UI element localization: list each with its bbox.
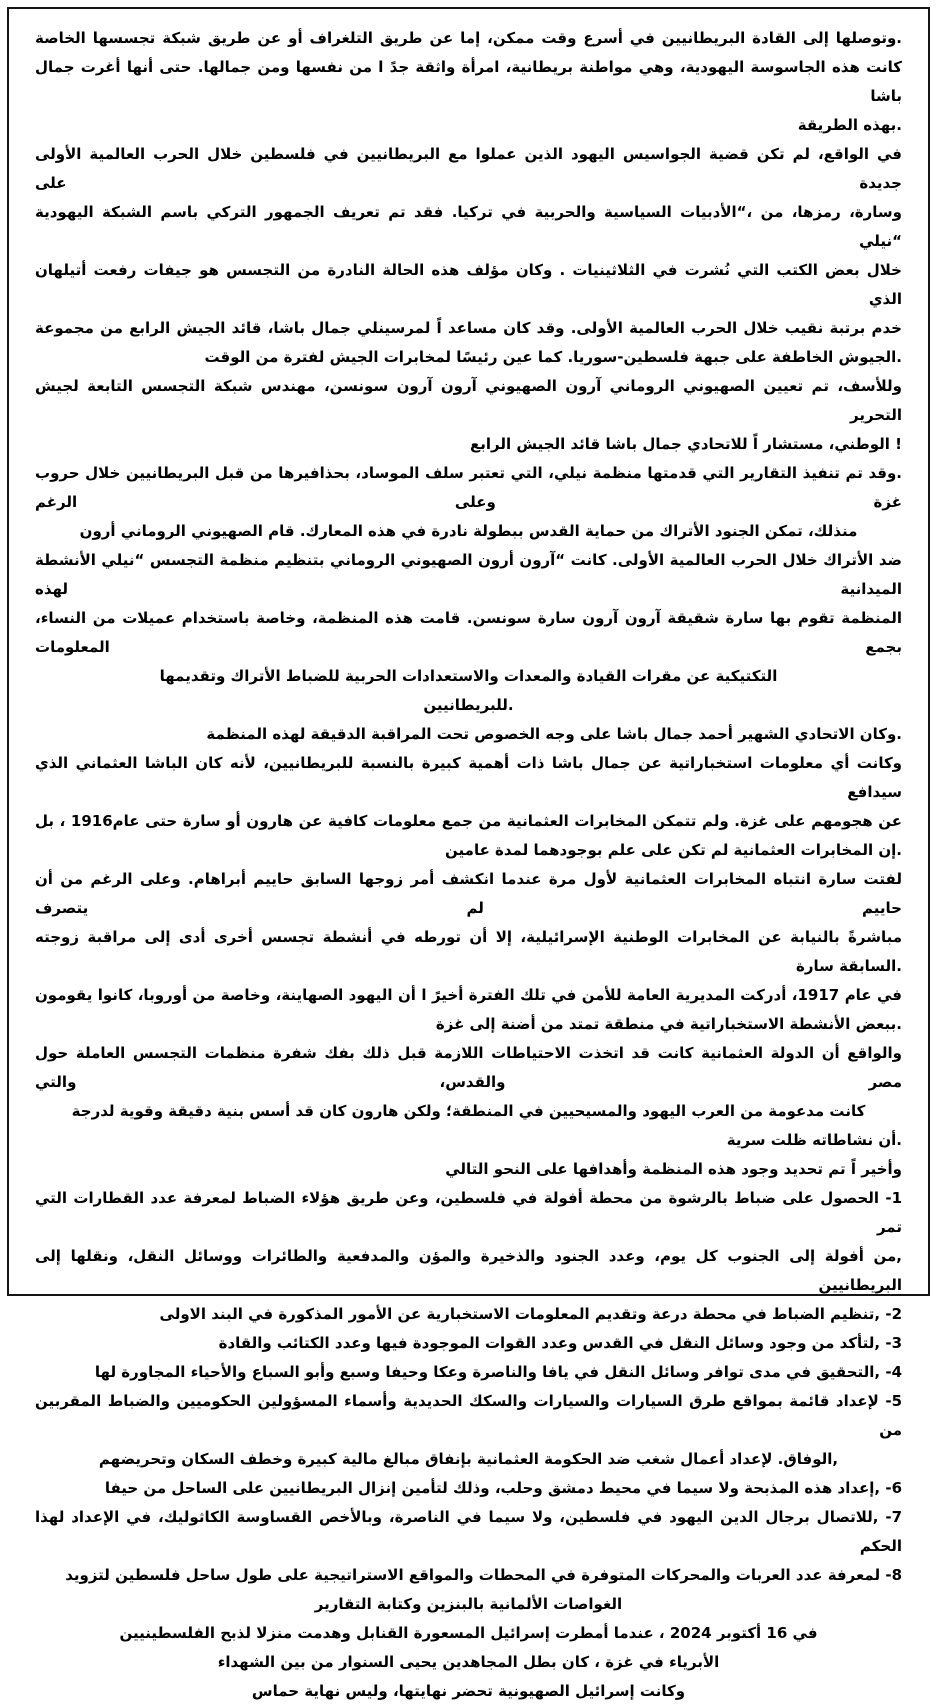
text-line: .بهذه الطريقة xyxy=(797,116,902,134)
text-line: التكتيكية عن مقرات القيادة والمعدات والاستعدادات الحربية للضباط الأتراك وتقديمها xyxy=(159,667,778,685)
text-line: .أن نشاطاته ظلت سرية xyxy=(726,1131,902,1149)
text-line: خدم برتبة نقيب خلال الحرب العالمية الأولى. وقد كان مساعد اً لمرسينلي جمال باشا، قائد الجيش الرابع من مجموعة xyxy=(35,319,902,337)
text-line: 8- لمعرفة عدد العربات والمحركات المتوفرة في المحطات والمواقع الاستراتيجية على طول ساحل فلسطين لتزويد xyxy=(65,1566,902,1584)
text-line: ضد الأتراك خلال الحرب العالمية الأولى. كانت “آرون أرون الصهيوني الروماني بتنظيم منظمة التجسس “نيلي الأنشطة الميدانية لهذه xyxy=(35,551,902,598)
text-line: 7- ,للاتصال برجال الدين اليهود في فلسطين، ولا سيما في الناصرة، وبالأخص القساوسة الكاثوليك، في الإعداد لهذا الحكم xyxy=(35,1508,902,1555)
text-line: في الواقع، لم تكن قضية الجواسيس اليهود الذين عملوا مع البريطانيين في فلسطين خلال الحرب العالمية الأولى جديدة على xyxy=(35,145,902,192)
text-line: لفتت سارة انتباه المخابرات العثمانية لأول مرة عندما انكشف أمر زوجها السابق حاييم أبراهام. وعلى الرغم من أن حاييم لم يتصرف xyxy=(35,870,902,917)
text-line: ! الوطني، مستشار اً للاتحادي جمال باشا قائد الجيش الرابع xyxy=(470,435,902,453)
text-line: الأبرياء في غزة ، كان بطل المجاهدين يحيى السنوار من بين الشهداء xyxy=(217,1653,720,1671)
text-line: في عام 1917، أدركت المديرية العامة للأمن في تلك الفترة أخيرً ا أن اليهود الصهاينة، وخاصة من أوروبا، كانوا يقومون xyxy=(35,986,902,1004)
text-line: ,من أفولة إلى الجنوب كل يوم، وعدد الجنود والذخيرة والمؤن والمدفعية والطائرات ووسائل النقل، ونقلها إلى البريطانيين xyxy=(35,1247,902,1294)
text-line: .وقد تم تنفيذ التقارير التي قدمتها منظمة نيلي، التي تعتبر سلف الموساد، بحذافيرها من قبل البريطانيين خلال حروب غزة وعلى الرغم xyxy=(35,464,902,511)
text-line: .وتوصلها إلى القادة البريطانيين في أسرع وقت ممكن، إما عن طريق التلغراف أو عن طريق شبكة تجسسها الخاصة xyxy=(35,29,902,47)
text-line: .وكان الاتحادي الشهير أحمد جمال باشا على وجه الخصوص تحت المراقبة الدقيقة لهذه المنظمة xyxy=(206,725,902,743)
text-line: 4- ,التحقيق في مدى توافر وسائل النقل في يافا والناصرة وعكا وحيفا وسبع وأبو السباع والأحياء المجاورة لها xyxy=(94,1363,902,1381)
text-line: خلال بعض الكتب التي نُشرت في الثلاثينيات . وكان مؤلف هذه الحالة النادرة من التجسس هو جيفات رفعت أتيلهان الذي xyxy=(35,261,902,308)
text-line: كانت مدعومة من العرب اليهود والمسيحيين في المنطقة؛ ولكن هارون كان قد أسس بنية دقيقة وقوية لدرجة xyxy=(71,1102,866,1120)
text-line: الغواصات الألمانية بالبنزين وكتابة التقارير xyxy=(314,1595,623,1613)
text-line: ,الوفاق. لإعداد أعمال شغب ضد الحكومة العثمانية بإنفاق مبالغ مالية كبيرة وخطف السكان وتحريضهم xyxy=(98,1450,839,1468)
text-line: كانت هذه الجاسوسة اليهودية، وهي مواطنة بريطانية، امرأة واثقة جدً ا من نفسها ومن جمالها. حتى أنها أغرت جمال باشا xyxy=(35,58,902,105)
text-line: وكانت أي معلومات استخباراتية عن جمال باشا ذات أهمية كبيرة بالنسبة للبريطانيين، لأنه كان الباشا العثماني الذي سيدافع xyxy=(35,754,902,801)
text-line: عن هجومهم على غزة. ولم تتمكن المخابرات العثمانية من جمع معلومات كافية عن هارون أو سارة حتى عام1916 ، بل xyxy=(35,812,902,830)
text-line: وسارة، رمزها، من ،“الأدبيات السياسية والحربية في تركيا. فقد تم تعريف الجمهور التركي باسم الشبكة اليهودية “نيلي xyxy=(35,203,902,250)
text-line: .ببعض الأنشطة الاستخباراتية في منطقة تمتد من أضنة إلى غزة xyxy=(435,1015,902,1033)
text-line: 2- ,تنظيم الضباط في محطة درعة وتقديم المعلومات الاستخبارية عن الأمور المذكورة في البند الاولى xyxy=(159,1305,902,1323)
page-border xyxy=(7,7,930,1700)
text-line: وكانت إسرائيل الصهيونية تحضر نهايتها، وليس نهاية حماس xyxy=(251,1682,686,1700)
text-line: في 16 أكتوبر 2024 ، عندما أمطرت إسرائيل المسعورة القنابل وهدمت منزلا لذبح الفلسطينيين xyxy=(119,1624,818,1642)
text-line: 1- الحصول على ضباط بالرشوة من محطة أفولة في فلسطين، وعن طريق هؤلاء الضباط لمعرفة عدد القطارات التي تمر xyxy=(35,1189,902,1236)
document-body xyxy=(9,9,928,1700)
text-line: .للبريطانيين xyxy=(423,696,514,714)
text-line: منذلك، تمكن الجنود الأتراك من حماية القدس ببطولة نادرة في هذه المعارك. قام الصهيوني الروماني أرون xyxy=(79,522,858,540)
text-line: المنظمة تقوم بها سارة شقيقة آرون آرون سارة سونسن. قامت هذه المنظمة، وخاصة باستخدام عميلات من النساء، بجمع المعلومات xyxy=(35,609,902,656)
text-line: مباشرةً بالنيابة عن المخابرات الوطنية الإسرائيلية، إلا أن تورطه في أنشطة تجسس أخرى أدى إلى مراقبة زوجته xyxy=(35,928,902,946)
text-line: .الجيوش الخاطفة على جبهة فلسطين-سوريا. كما عين رئيسًا لمخابرات الجيش لفترة من الوقت xyxy=(204,348,902,366)
text-line: 3- ,لتأكد من وجود وسائل النقل في القدس وعدد القوات الموجودة فيها وعدد الكتائب والقادة xyxy=(218,1334,902,1352)
text-line: .إن المخابرات العثمانية لم تكن على علم بوجودهما لمدة عامين xyxy=(445,841,902,859)
text-line: وأخير اً تم تحديد وجود هذه المنظمة وأهدافها على النحو التالي xyxy=(445,1160,902,1178)
text-line: .السابقة سارة xyxy=(796,957,902,975)
text-line: والواقع أن الدولة العثمانية كانت قد اتخذت الاحتياطات اللازمة قبل ذلك بفك شفرة منظمات التجسس العاملة حول مصر والقدس، والتي xyxy=(35,1044,902,1091)
text-line: وللأسف، تم تعيين الصهيوني الروماني آرون الصهيوني آرون آرون سونسن، مهندس شبكة التجسس التابعة لجيش التحرير xyxy=(35,377,902,424)
text-line: 6- ,إعداد هذه المذبحة ولا سيما في محيط دمشق وحلب، وذلك لتأمين إنزال البريطانيين على الساحل من حيفا xyxy=(104,1479,902,1497)
text-line: 5- لإعداد قائمة بمواقع طرق السيارات والسيارات والسكك الحديدية وأسماء المسؤولين الحكوميين والضباط المقربين من xyxy=(35,1392,902,1439)
